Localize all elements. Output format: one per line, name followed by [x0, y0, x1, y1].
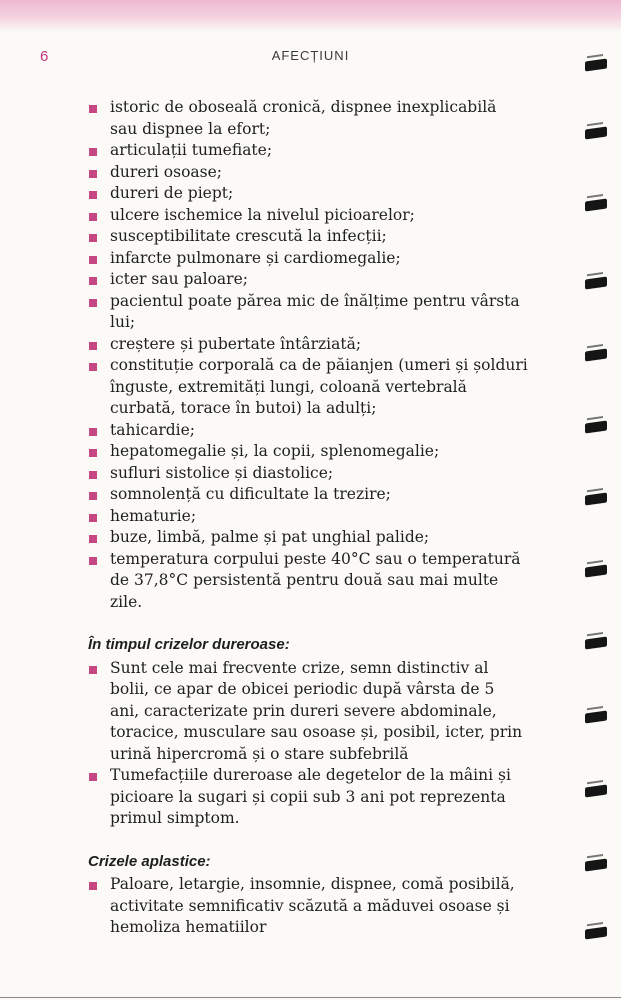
list-item-text: temperatura corpului peste 40°C sau o temperatură de 37,8°C persistentă pentru două sau mai multe zile. [110, 549, 521, 611]
index-tab-marker [585, 58, 607, 71]
index-tab-marker [585, 126, 607, 139]
square-bullet-icon [89, 105, 97, 113]
list-item [88, 205, 528, 227]
square-bullet-icon [89, 428, 97, 436]
list-item [88, 334, 528, 356]
list-item-text: somnolență cu dificultate la trezire; [110, 485, 391, 503]
list-item-text: Paloare, letargie, insomnie, dispnee, comă posibilă, activitate semnificativ scăzută a măduvei osoase și hemoliza hematiilor [110, 875, 515, 936]
square-bullet-icon [89, 170, 97, 178]
square-bullet-icon [89, 213, 97, 221]
square-bullet-icon [89, 299, 97, 307]
index-tab-marker [585, 858, 607, 871]
list-item [88, 463, 528, 485]
square-bullet-icon [89, 471, 97, 479]
square-bullet-icon [89, 449, 97, 457]
painful-crises-heading: În timpul crizelor dureroase: [88, 636, 290, 653]
aplastic-crises-list [88, 874, 528, 939]
list-item [88, 183, 528, 205]
square-bullet-icon [89, 234, 97, 242]
aplastic-crises-heading: Crizele aplastice: [88, 852, 211, 870]
list-item-text: hepatomegalie și, la copii, splenomegalie; [110, 442, 440, 460]
list-item-text: hematurie; [110, 506, 197, 525]
index-tab-marker [585, 492, 607, 505]
page-index-tabs [571, 60, 621, 960]
list-item-text: constituție corporală ca de păianjen (umeri și șolduri înguste, extremități lungi, coloană vertebrală curbată, torace în butoi) la adulți; [110, 356, 528, 417]
square-bullet-icon [89, 514, 97, 522]
index-tab-marker [585, 420, 607, 433]
square-bullet-icon [89, 148, 97, 156]
square-bullet-icon [89, 773, 97, 781]
list-item-text: dureri osoase; [110, 162, 222, 181]
list-item [88, 658, 528, 766]
list-item [88, 527, 528, 549]
list-item [88, 162, 528, 184]
list-item-text: infarcte pulmonare și cardiomegalie; [110, 248, 401, 267]
index-tab-marker [585, 348, 607, 361]
list-item-text: tahicardie; [110, 420, 196, 439]
index-tab-marker [585, 710, 607, 723]
list-item-text: Sunt cele mai frecvente crize, semn distinctiv al bolii, ce apar de obicei periodic după vârsta de 5 ani, caracterizate prin dureri severe abdominale, toracice, musculare sau osoase și, posibil, icter, prin urină hipercromă și o stare subfebrilă [110, 658, 523, 763]
index-tab-marker [585, 564, 607, 577]
list-item-text: icter sau paloare; [110, 270, 248, 288]
square-bullet-icon [89, 363, 97, 371]
top-color-band [0, 0, 621, 32]
list-item [88, 874, 528, 939]
square-bullet-icon [89, 277, 97, 285]
square-bullet-icon [89, 535, 97, 543]
page-number: 6 [40, 48, 49, 65]
list-item-text: ulcere ischemice la nivelul picioarelor; [110, 205, 415, 224]
square-bullet-icon [89, 882, 97, 890]
list-item [88, 765, 528, 830]
list-item [88, 484, 528, 506]
index-tab-marker [585, 276, 607, 289]
list-item [88, 140, 528, 162]
list-item [88, 506, 528, 528]
list-item-text: articulații tumefiate; [110, 141, 273, 159]
list-item-text: Tumefacțiile dureroase ale degetelor de la mâini și picioare la sugari și copii sub 3 ani pot reprezenta primul simptom. [110, 766, 511, 827]
index-tab-marker [585, 926, 607, 939]
list-item [88, 441, 528, 463]
square-bullet-icon [89, 557, 97, 565]
list-item [88, 269, 528, 291]
index-tab-marker [585, 784, 607, 797]
list-item-text: dureri de piept; [110, 184, 234, 202]
square-bullet-icon [89, 492, 97, 500]
list-item-text: creștere și pubertate întârziată; [110, 334, 362, 353]
symptom-list [88, 97, 528, 613]
list-item-text: buze, limbă, palme și pat unghial palide; [110, 528, 430, 546]
list-item [88, 355, 528, 420]
list-item-text: sufluri sistolice și diastolice; [110, 463, 334, 482]
list-item [88, 420, 528, 442]
square-bullet-icon [89, 666, 97, 674]
bottom-divider [0, 997, 621, 998]
square-bullet-icon [89, 191, 97, 199]
list-item-text: istoric de oboseală cronică, dispnee inexplicabilă sau dispnee la efort; [110, 98, 497, 138]
list-item [88, 248, 528, 270]
list-item [88, 97, 528, 140]
list-item-text: pacientul poate părea mic de înălțime pentru vârsta lui; [110, 291, 520, 331]
index-tab-marker [585, 198, 607, 211]
list-item-text: susceptibilitate crescută la infecții; [110, 227, 387, 245]
painful-crises-list [88, 658, 528, 830]
running-header: AFECȚIUNI [271, 48, 350, 63]
index-tab-marker [585, 636, 607, 649]
list-item [88, 549, 528, 614]
list-item [88, 226, 528, 248]
page-body [88, 97, 528, 939]
square-bullet-icon [89, 256, 97, 264]
list-item [88, 291, 528, 334]
square-bullet-icon [89, 342, 97, 350]
